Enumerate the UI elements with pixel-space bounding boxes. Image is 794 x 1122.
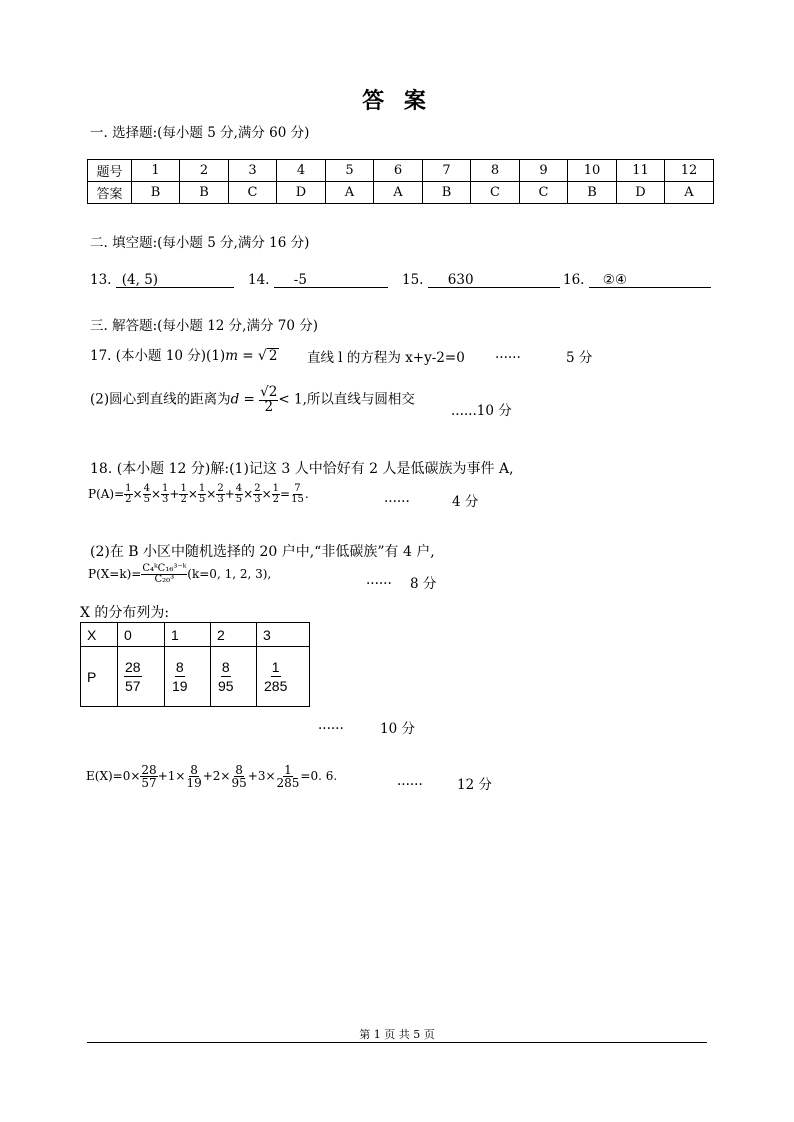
q15-answer: 630 bbox=[447, 272, 474, 288]
table-cell: C bbox=[471, 182, 520, 204]
table-cell: 6 bbox=[374, 160, 423, 182]
fraction-denominator: 5 bbox=[198, 494, 206, 505]
pa-end: . bbox=[304, 487, 309, 501]
q17-d-eq: d = bbox=[230, 391, 260, 408]
fraction-denominator: 3 bbox=[217, 494, 224, 505]
table-cell: 3 bbox=[257, 623, 310, 647]
ex-fraction bbox=[230, 764, 247, 789]
q17-lt1: < 1 bbox=[278, 391, 303, 408]
table-cell: 1 bbox=[132, 160, 180, 182]
q17-m-eq: m = bbox=[225, 348, 258, 364]
fraction-denominator: 95 bbox=[231, 776, 247, 790]
pa-label: P(A)= bbox=[88, 487, 125, 501]
choice-answer-table bbox=[87, 159, 714, 204]
ex-op: +2× bbox=[202, 769, 231, 783]
section1-heading: 一. 选择题:(每小题 5 分,满分 60 分) bbox=[90, 125, 310, 141]
fraction-numerator: 7 bbox=[294, 483, 301, 494]
ex-fraction bbox=[140, 764, 157, 789]
table-cell: 0 bbox=[118, 623, 165, 647]
fraction-numerator: 8 bbox=[175, 659, 184, 675]
q18-score-dist: 10 分 bbox=[380, 721, 415, 737]
table-cell bbox=[165, 647, 211, 707]
fraction-numerator: 4 bbox=[235, 483, 243, 494]
q18-line1: 18. (本小题 12 分)解:(1)记这 3 人中恰好有 2 人是低碳族为事件 A, bbox=[90, 461, 514, 477]
fraction-numerator: 1 bbox=[284, 763, 292, 777]
fraction-numerator: 1 bbox=[271, 659, 280, 675]
q18-dots-dist: ...... bbox=[318, 717, 344, 733]
table-cell: 9 bbox=[520, 160, 568, 182]
table-cell: 4 bbox=[277, 160, 326, 182]
pa-fraction bbox=[124, 484, 132, 505]
q18-line2: (2)在 B 小区中随机选择的 20 户中,“非低碳族”有 4 户, bbox=[90, 544, 435, 560]
fraction-denominator: 19 bbox=[186, 776, 202, 790]
pa-operator: × bbox=[243, 487, 254, 501]
pa-fraction bbox=[216, 484, 224, 505]
p-fraction bbox=[263, 660, 288, 693]
fraction-denominator: 5 bbox=[143, 494, 150, 505]
q18-dist-heading: X 的分布列为: bbox=[80, 605, 170, 621]
row-label-number: 题号 bbox=[88, 160, 132, 182]
p-fraction bbox=[217, 660, 235, 693]
pa-operator: × bbox=[206, 487, 217, 501]
pa-operator: × bbox=[261, 487, 272, 501]
table-cell: B bbox=[423, 182, 471, 204]
fraction-denominator: 2 bbox=[272, 494, 280, 505]
pa-operator: + bbox=[169, 487, 180, 501]
table-cell: C bbox=[520, 182, 568, 204]
q17-dots1: ...... bbox=[495, 346, 521, 362]
table-cell: 5 bbox=[326, 160, 374, 182]
pa-operator: × bbox=[187, 487, 198, 501]
fraction-denominator: 95 bbox=[218, 678, 234, 694]
p-fraction bbox=[171, 660, 189, 693]
q16-blank bbox=[589, 272, 711, 288]
q18-dots-px: ...... bbox=[366, 572, 392, 588]
pa-fraction bbox=[272, 484, 280, 505]
q17-fraction bbox=[259, 386, 278, 414]
fraction-numerator: 4 bbox=[143, 483, 150, 494]
fill-q15 bbox=[402, 272, 560, 288]
ex-fraction bbox=[185, 764, 202, 789]
ex-label: E(X)=0× bbox=[86, 769, 141, 783]
ex-op: +1× bbox=[157, 769, 186, 783]
q18-ex-expression bbox=[86, 764, 337, 789]
fraction-numerator: 8 bbox=[190, 763, 198, 777]
q14-answer: -5 bbox=[293, 272, 307, 288]
distribution-table bbox=[80, 622, 310, 707]
px-label: P(X=k)= bbox=[88, 567, 142, 581]
fraction-numerator: 1 bbox=[125, 483, 132, 494]
q14-label: 14. bbox=[248, 272, 270, 288]
q13-label: 13. bbox=[90, 272, 112, 288]
q17-line-text: 直线 l 的方程为 x+y-2=0 bbox=[307, 350, 465, 366]
table-row-numbers bbox=[88, 160, 714, 182]
table-row-p bbox=[81, 647, 310, 707]
table-cell: 12 bbox=[665, 160, 714, 182]
fill-q13 bbox=[90, 272, 234, 288]
page-footer: 第 1 页 共 5 页 bbox=[359, 1028, 435, 1041]
q18-score-ex: 12 分 bbox=[457, 777, 492, 793]
fraction-denominator: 15 bbox=[291, 494, 304, 505]
fill-q14 bbox=[248, 272, 388, 288]
section2-heading: 二. 填空题:(每小题 5 分,满分 16 分) bbox=[90, 235, 310, 251]
q17-score2: ......10 分 bbox=[451, 403, 512, 419]
dist-p-label: P bbox=[81, 647, 118, 707]
q17-part2 bbox=[90, 386, 415, 414]
q13-blank bbox=[116, 272, 234, 288]
fraction-denominator: 2 bbox=[264, 398, 274, 415]
dist-x-label: X bbox=[81, 623, 118, 647]
px-tail: (k=0, 1, 2, 3), bbox=[187, 567, 272, 581]
pa-operator: = bbox=[280, 487, 291, 501]
table-cell bbox=[257, 647, 310, 707]
footer-divider bbox=[87, 1042, 707, 1043]
q16-answer: ②④ bbox=[602, 272, 627, 288]
table-cell: 2 bbox=[180, 160, 229, 182]
q17-prefix: 17. (本小题 10 分)(1) bbox=[90, 348, 226, 364]
fill-q16 bbox=[563, 272, 711, 288]
ex-result: =0. 6. bbox=[300, 769, 338, 783]
table-cell: A bbox=[374, 182, 423, 204]
page-title: 答 案 bbox=[362, 89, 432, 114]
q15-label: 15. bbox=[402, 272, 424, 288]
fraction-numerator: 8 bbox=[235, 763, 243, 777]
fraction-denominator: 57 bbox=[125, 678, 141, 694]
row-label-answer: 答案 bbox=[88, 182, 132, 204]
fraction-numerator: 1 bbox=[198, 483, 206, 494]
table-cell: A bbox=[665, 182, 714, 204]
table-cell: D bbox=[277, 182, 326, 204]
fraction-denominator: 57 bbox=[141, 776, 157, 790]
q18-score-px: 8 分 bbox=[410, 576, 437, 592]
ex-op: +3× bbox=[247, 769, 276, 783]
q16-label: 16. bbox=[563, 272, 585, 288]
fraction-denominator: 5 bbox=[235, 494, 243, 505]
pa-fraction bbox=[235, 484, 243, 505]
pa-fraction bbox=[253, 484, 261, 505]
fraction-numerator: √2 bbox=[260, 384, 278, 400]
q14-blank bbox=[274, 272, 388, 288]
table-cell: 11 bbox=[617, 160, 665, 182]
pa-operator: × bbox=[150, 487, 162, 501]
q18-dots-a: ...... bbox=[384, 490, 410, 506]
table-cell: B bbox=[180, 182, 229, 204]
fraction-denominator: C₂₀³ bbox=[154, 574, 175, 585]
pa-fraction bbox=[143, 484, 151, 505]
table-row-answers bbox=[88, 182, 714, 204]
table-cell: C bbox=[229, 182, 277, 204]
table-cell: 3 bbox=[229, 160, 277, 182]
fraction-numerator: 28 bbox=[141, 763, 157, 777]
table-cell: 1 bbox=[165, 623, 211, 647]
q17-conclusion: ,所以直线与圆相交 bbox=[302, 391, 415, 408]
fraction-denominator: 2 bbox=[180, 494, 187, 505]
q17-part2-prefix: (2)圆心到直线的距离为 bbox=[90, 391, 231, 408]
table-cell: B bbox=[132, 182, 180, 204]
q18-score-a: 4 分 bbox=[452, 494, 479, 510]
table-cell bbox=[118, 647, 165, 707]
q18-px-expression bbox=[88, 564, 271, 585]
table-cell bbox=[211, 647, 257, 707]
q17-sqrt-value: 2 bbox=[268, 348, 278, 364]
fraction-denominator: 285 bbox=[264, 678, 288, 694]
fraction-numerator: 2 bbox=[217, 483, 224, 494]
table-cell: 8 bbox=[471, 160, 520, 182]
section3-heading: 三. 解答题:(每小题 12 分,满分 70 分) bbox=[90, 318, 318, 334]
fraction-numerator: 1 bbox=[162, 483, 169, 494]
p-fraction bbox=[124, 660, 142, 693]
table-row-x bbox=[81, 623, 310, 647]
pa-fraction bbox=[290, 484, 305, 505]
px-fraction bbox=[141, 564, 187, 585]
fraction-denominator: 2 bbox=[125, 494, 132, 505]
table-cell: 7 bbox=[423, 160, 471, 182]
q18-dots-ex: ...... bbox=[397, 773, 423, 789]
q17-part1: 17. (本小题 10 分)(1)m = √ 2 bbox=[90, 348, 278, 364]
table-cell: A bbox=[326, 182, 374, 204]
fraction-denominator: 3 bbox=[254, 494, 261, 505]
ex-fraction bbox=[276, 764, 301, 789]
fraction-numerator: 1 bbox=[272, 483, 280, 494]
table-cell: 10 bbox=[568, 160, 617, 182]
fraction-numerator: C₄ᵏC₁₆³⁻ᵏ bbox=[142, 563, 187, 574]
q13-answer: (4, 5) bbox=[121, 272, 159, 288]
q17-score1: 5 分 bbox=[566, 350, 593, 366]
fraction-numerator: 8 bbox=[221, 659, 230, 675]
fraction-denominator: 19 bbox=[172, 678, 188, 694]
pa-operator: × bbox=[132, 487, 143, 501]
fraction-denominator: 285 bbox=[276, 776, 300, 790]
q18-pa-expression bbox=[88, 484, 309, 505]
table-cell: B bbox=[568, 182, 617, 204]
pa-fraction bbox=[179, 484, 187, 505]
fraction-denominator: 3 bbox=[162, 494, 169, 505]
table-cell: D bbox=[617, 182, 665, 204]
fraction-numerator: 1 bbox=[180, 483, 187, 494]
q15-blank bbox=[428, 272, 560, 288]
fraction-numerator: 28 bbox=[125, 659, 141, 675]
table-cell: 2 bbox=[211, 623, 257, 647]
pa-operator: + bbox=[224, 487, 235, 501]
pa-terms bbox=[124, 483, 305, 505]
fraction-numerator: 2 bbox=[254, 483, 261, 494]
